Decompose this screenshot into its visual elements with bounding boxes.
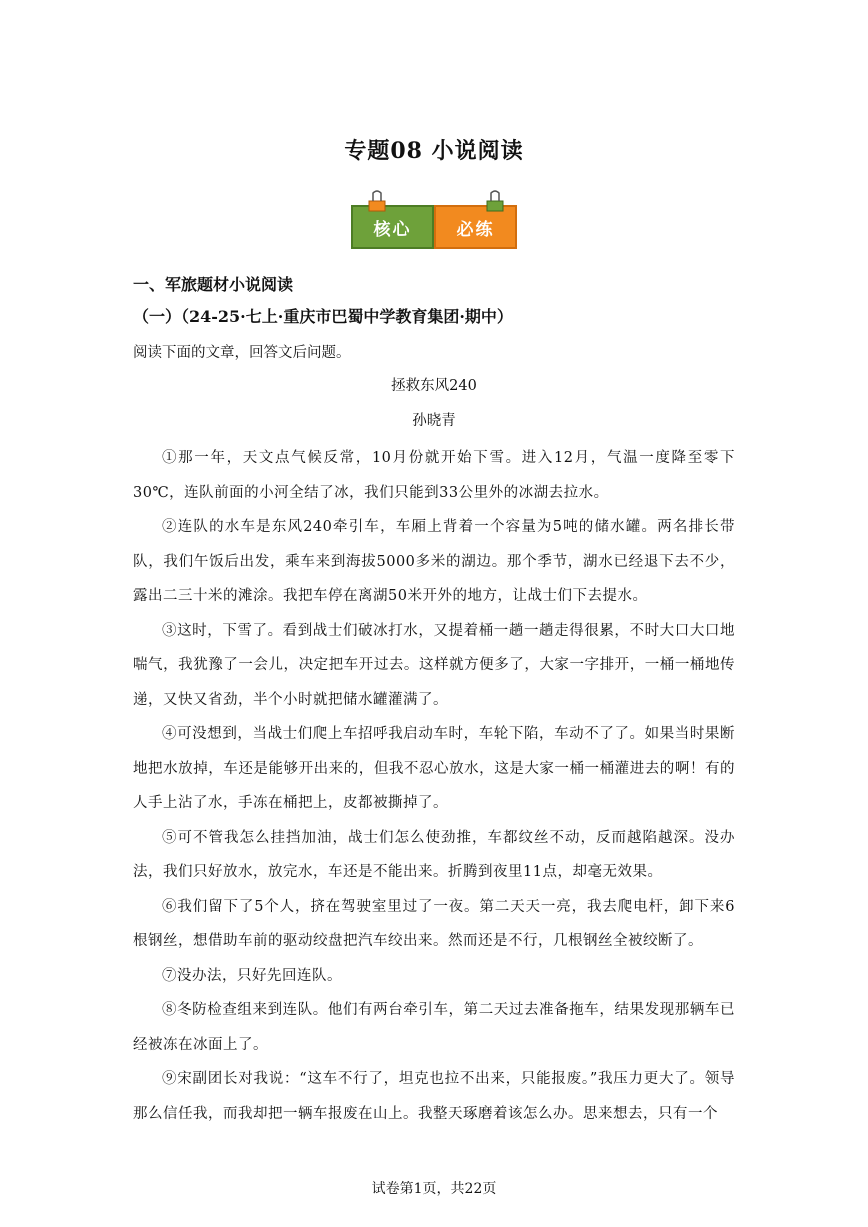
paragraph: ⑥我们留下了5个人，挤在驾驶室里过了一夜。第二天天一亮，我去爬电杆，卸下来6根钢丝，想借助车前的驱动绞盘把汽车绞出来。然而还是不行，几根钢丝全被绞断了。 <box>133 898 735 949</box>
binder-clip-icon <box>367 189 387 213</box>
core-practice-badge <box>351 205 517 249</box>
article-title: 拯救东风240 <box>391 378 477 394</box>
section-heading: 一、军旅题材小说阅读 <box>133 275 294 294</box>
article-body <box>133 441 735 1131</box>
instruction-text: 阅读下面的文章，回答文后问题。 <box>133 345 351 361</box>
paragraph: ⑦没办法，只好先回连队。 <box>162 967 342 984</box>
page-title: 专题08 小说阅读 <box>344 138 524 164</box>
article-author: 孙晓青 <box>412 413 456 429</box>
paragraph: ⑤可不管我怎么挂挡加油，战士们怎么使劲推，车都纹丝不动，反而越陷越深。没办法，我们只好放水，放完水，车还是不能出来。折腾到夜里11点，却毫无效果。 <box>133 829 735 880</box>
page-footer: 试卷第1页，共22页 <box>371 1181 497 1197</box>
sub-heading: （一）（24-25·七上·重庆市巴蜀中学教育集团·期中） <box>133 307 513 326</box>
paragraph: ②连队的水车是东风240牵引车，车厢上背着一个容量为5吨的储水罐。两名排长带队，我们午饭后出发，乘车来到海拔5000多米的湖边。那个季节，湖水已经退下去不少，露出二三十米的滩涂。我把车停在离湖50米开外的地方，让战士们下去提水。 <box>133 519 735 604</box>
badge-practice-label: 必练 <box>434 205 517 249</box>
paragraph: ①那一年，天文点气候反常，10月份就开始下雪。进入12月，气温一度降至零下30℃，连队前面的小河全结了冰，我们只能到33公里外的冰湖去拉水。 <box>133 450 735 501</box>
binder-clip-icon <box>485 189 505 213</box>
paragraph: ⑧冬防检查组来到连队。他们有两台牵引车，第二天过去准备拖车，结果发现那辆车已经被冻在冰面上了。 <box>133 1002 735 1053</box>
paragraph: ⑨宋副团长对我说：“这车不行了，坦克也拉不出来，只能报废。”我压力更大了。领导那么信任我，而我却把一辆车报废在山上。我整天琢磨着该怎么办。思来想去，只有一个 <box>133 1071 735 1122</box>
paragraph: ③这时，下雪了。看到战士们破冰打水，又提着桶一趟一趟走得很累，不时大口大口地喘气，我犹豫了一会儿，决定把车开过去。这样就方便多了，大家一字排开，一桶一桶地传递，又快又省劲，半个小时就把储水罐灌满了。 <box>133 622 735 708</box>
badge-core-label: 核心 <box>351 205 434 249</box>
paragraph: ④可没想到，当战士们爬上车招呼我启动车时，车轮下陷，车动不了了。如果当时果断地把水放掉，车还是能够开出来的，但我不忍心放水，这是大家一桶一桶灌进去的啊！有的人手上沾了水，手冻在桶把上，皮都被撕掉了。 <box>133 726 735 811</box>
